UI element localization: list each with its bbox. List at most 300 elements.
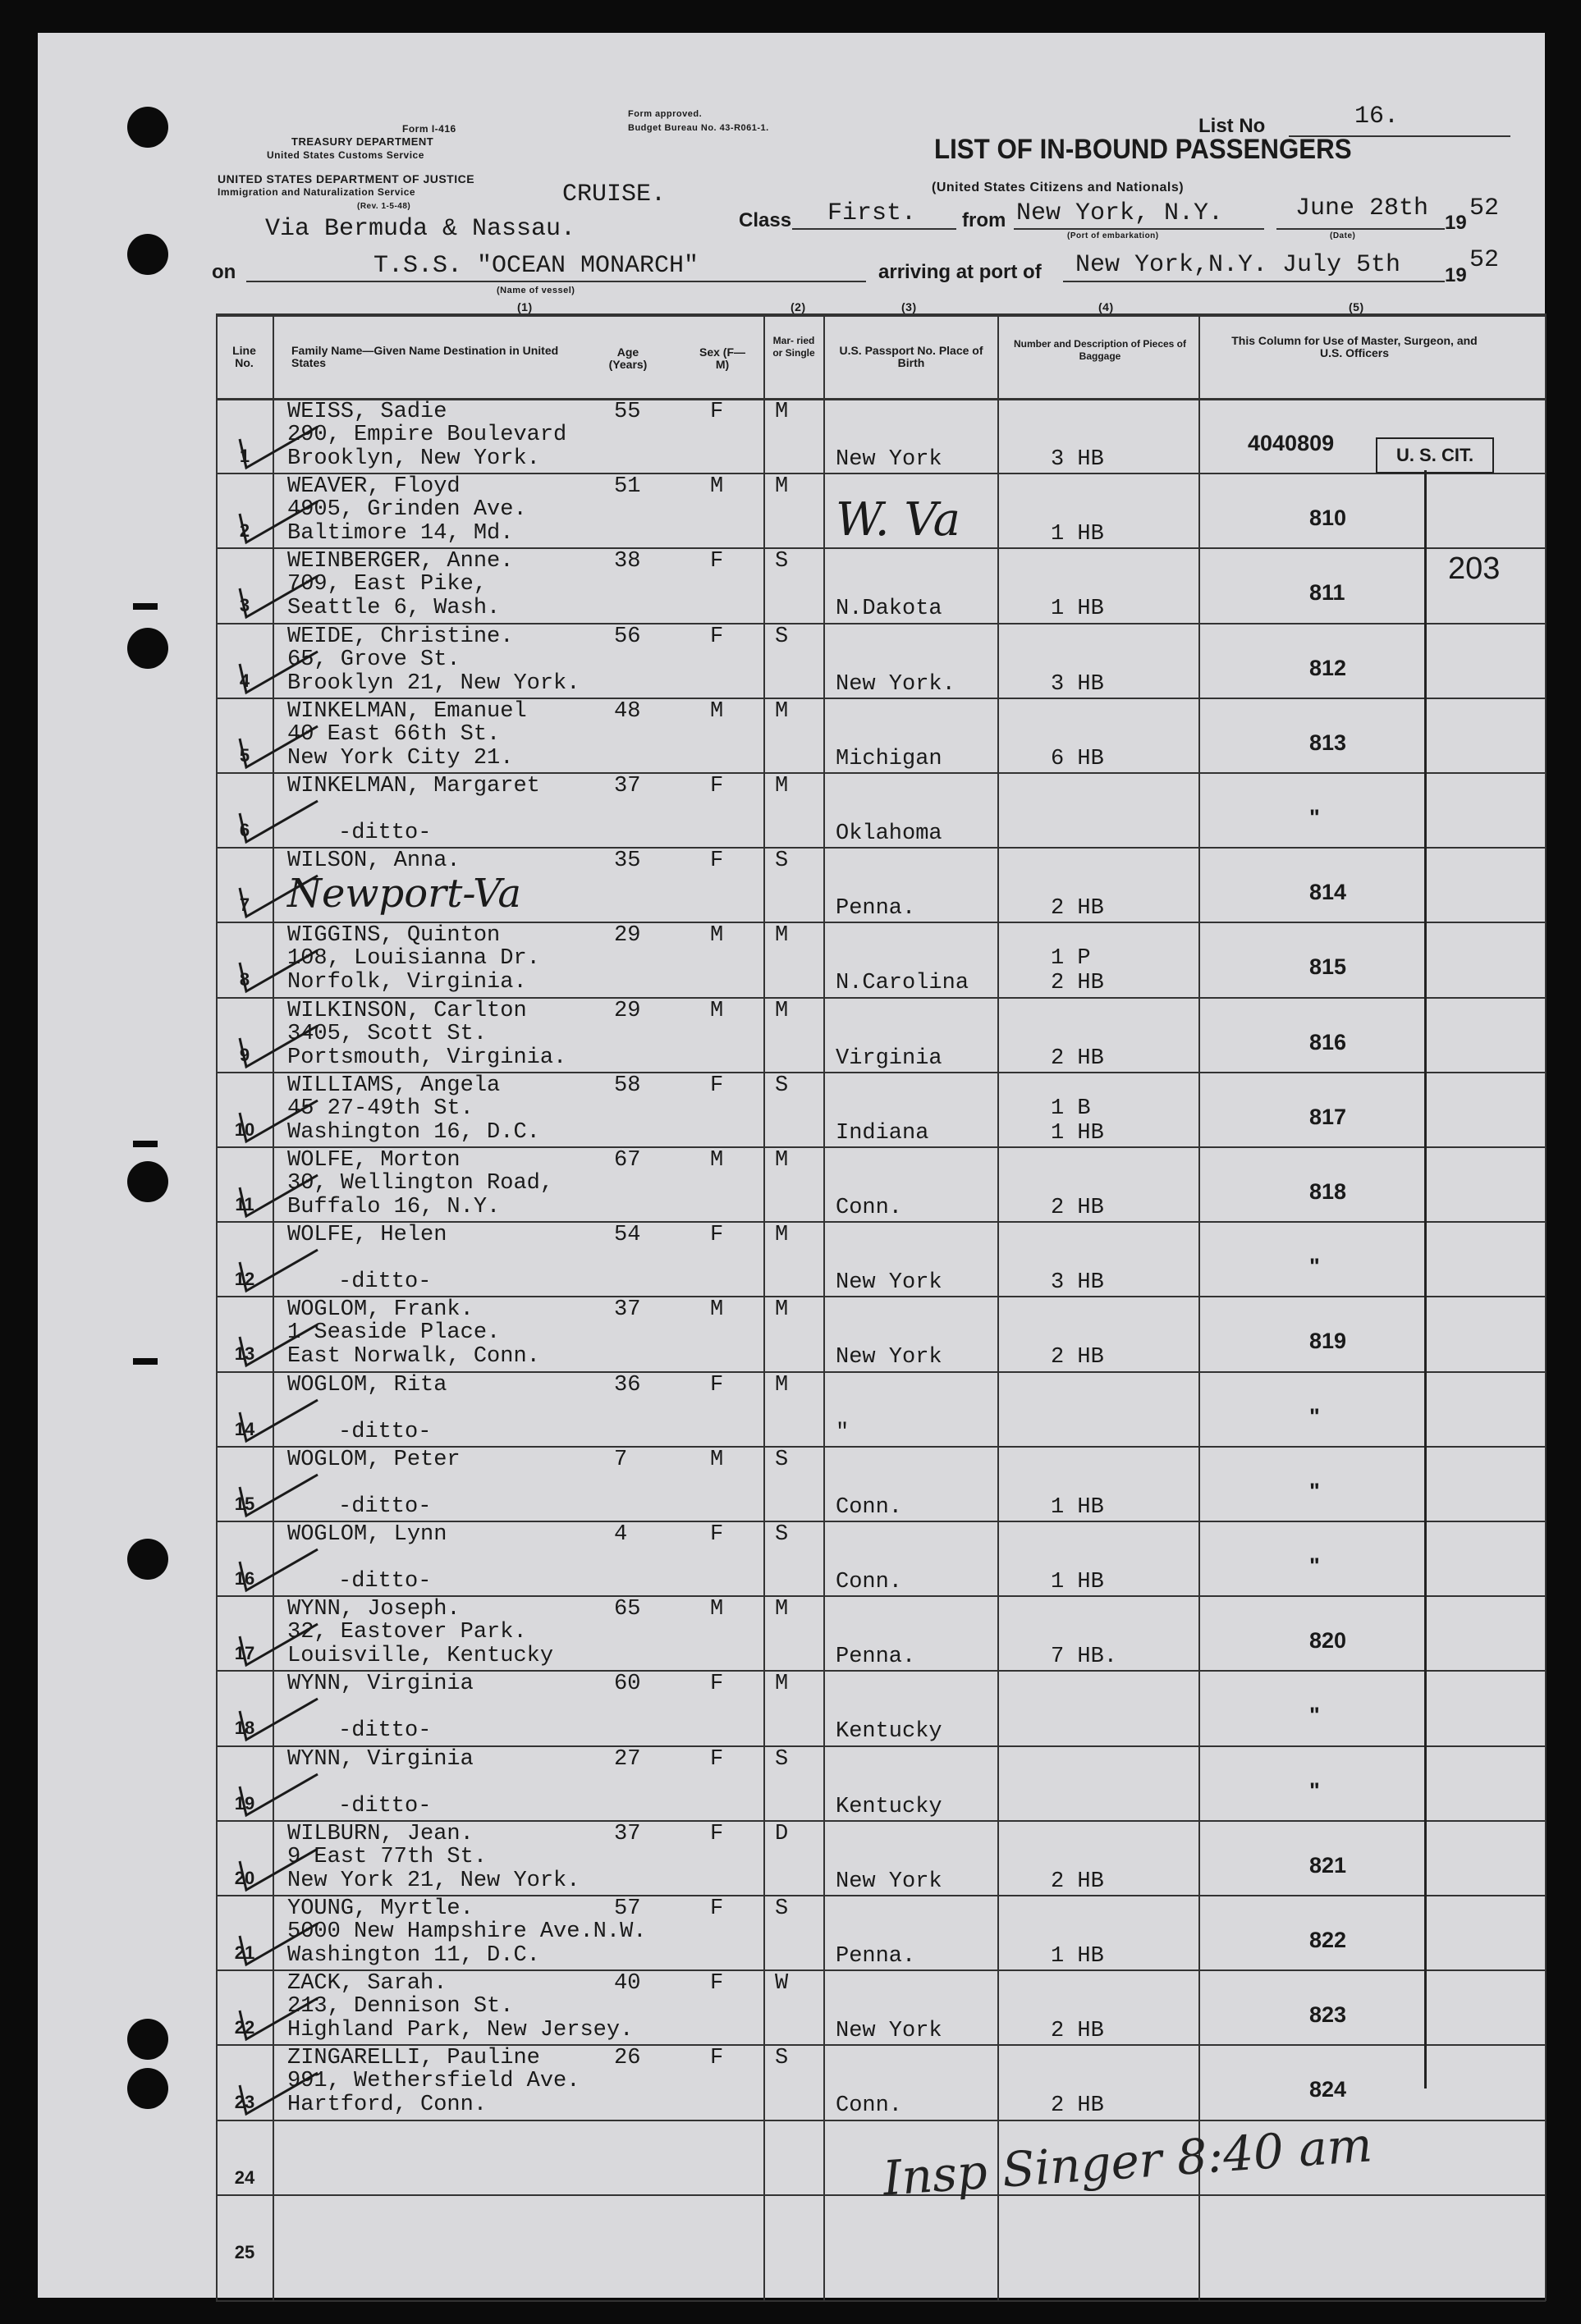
baggage-2: 7 HB.: [1051, 1645, 1118, 1670]
officer-number: 811: [1309, 580, 1345, 606]
marital-status: S: [775, 2046, 789, 2071]
street-address: 40 East 66th St.: [287, 721, 501, 747]
punch-hole: [127, 107, 168, 148]
line-number: 8: [239, 969, 250, 990]
check-mark: [215, 1695, 322, 1744]
line-number: 20: [234, 1867, 255, 1888]
passenger-name: WEAVER, Floyd: [287, 474, 461, 500]
marital-status: S: [775, 1522, 789, 1547]
city-address: East Norwalk, Conn.: [287, 1344, 540, 1370]
marital-status: D: [775, 1821, 789, 1846]
sex: F: [710, 624, 724, 649]
vessel-name: T.S.S. "OCEAN MONARCH": [373, 252, 699, 280]
city-address: Baltimore 14, Md.: [287, 521, 514, 547]
marital-status: M: [775, 400, 789, 424]
street-address: 5000 New Hampshire Ave.N.W.: [287, 1919, 647, 1944]
officer-number: ": [1309, 805, 1320, 830]
place-of-birth: W. Va: [836, 493, 961, 547]
line-number: 3: [239, 595, 250, 616]
line-number: 4: [239, 670, 250, 691]
age: 29: [614, 998, 641, 1023]
col-divider: [763, 313, 765, 2301]
check-mark: [215, 572, 322, 621]
passenger-name: WYNN, Virginia: [287, 1746, 474, 1772]
treasury-dept: TREASURY DEPARTMENT: [291, 135, 434, 148]
baggage-2: 3 HB: [1051, 447, 1104, 472]
baggage-2: 2 HB: [1051, 896, 1104, 922]
marital-status: M: [775, 998, 789, 1023]
line-number: 9: [239, 1044, 250, 1065]
marital-status: S: [775, 1447, 789, 1472]
col-num-5: (5): [1349, 300, 1364, 313]
street-address: 290, Empire Boulevard: [287, 423, 567, 447]
place-of-birth: Indiana: [836, 1120, 929, 1146]
passenger-name: WILLIAMS, Angela: [287, 1073, 501, 1098]
from-caption: (Port of embarkation): [1067, 231, 1159, 240]
city-address: -ditto-: [338, 1793, 432, 1818]
col-header-line-no: Line No.: [232, 344, 256, 369]
page-subtitle: (United States Citizens and Nationals): [932, 181, 1185, 194]
baggage-1: 1 B: [1051, 1096, 1091, 1121]
place-of-birth: Penna.: [836, 896, 916, 922]
passenger-name: WOGLOM, Rita: [287, 1372, 447, 1398]
street-address: 709, East Pike,: [287, 572, 488, 597]
passenger-name: WOGLOM, Peter: [287, 1447, 461, 1472]
check-mark: [215, 1171, 322, 1220]
baggage-1: 1 P: [1051, 946, 1091, 972]
officer-number: ": [1309, 1478, 1320, 1503]
line-number: 16: [234, 1568, 255, 1589]
baggage-2: 2 HB: [1051, 1869, 1104, 1894]
place-of-birth: New York: [836, 1869, 942, 1894]
street-address: 9 East 77th St.: [287, 1844, 488, 1869]
marital-status: M: [775, 1148, 789, 1173]
age: 57: [614, 1896, 641, 1921]
place-of-birth: Conn.: [836, 1570, 903, 1594]
table-bottom-border: [216, 2300, 1546, 2302]
marital-status: W: [775, 1971, 789, 1997]
place-of-birth: ": [836, 1420, 850, 1445]
date-line: [1276, 228, 1445, 230]
age: 29: [614, 923, 641, 949]
place-of-birth: New York: [836, 1270, 942, 1296]
passenger-name: WEIDE, Christine.: [287, 624, 514, 649]
street-address: 991, Wethersfield Ave.: [287, 2069, 580, 2094]
city-address: -ditto-: [338, 1718, 432, 1744]
street-address: 1 Seaside Place.: [287, 1320, 501, 1346]
table-border-right: [1545, 313, 1547, 2301]
marital-status: S: [775, 1896, 789, 1921]
check-mark: [215, 1022, 322, 1071]
age: 26: [614, 2046, 641, 2071]
sex: F: [710, 1971, 724, 1997]
check-mark: [215, 1994, 322, 2043]
baggage-2: 2 HB: [1051, 2019, 1104, 2044]
officer-number: ": [1309, 1703, 1320, 1728]
line-number: 17: [234, 1643, 255, 1664]
place-of-birth: Conn.: [836, 1494, 903, 1520]
check-mark: [215, 647, 322, 697]
baggage-2: 2 HB: [1051, 1045, 1104, 1071]
officer-number: 824: [1309, 2077, 1347, 2102]
officer-number: 815: [1309, 954, 1347, 980]
col-divider: [823, 313, 825, 2301]
age: 4: [614, 1522, 628, 1547]
col-num-1: (1): [517, 300, 533, 313]
date-caption: (Date): [1330, 231, 1356, 240]
us-citizen-stamp: U. S. CIT.: [1376, 437, 1494, 473]
passenger-name: WILSON, Anna.: [287, 849, 461, 874]
sex: F: [710, 549, 724, 574]
check-mark: [215, 722, 322, 771]
city-address: -ditto-: [338, 1419, 432, 1444]
baggage-2: 6 HB: [1051, 746, 1104, 771]
age: 48: [614, 698, 641, 724]
city-address: Washington 11, D.C.: [287, 1943, 540, 1968]
budget-bureau: Budget Bureau No. 43-R061-1.: [628, 123, 769, 133]
customs-service: United States Customs Service: [267, 149, 424, 161]
col-header-married: Mar- ried or Single: [772, 335, 815, 359]
sex: F: [710, 849, 724, 874]
age: 67: [614, 1148, 641, 1173]
street-address: 32, Eastover Park.: [287, 1620, 527, 1645]
line-number: 22: [234, 2017, 255, 2038]
place-of-birth: Penna.: [836, 1944, 916, 1969]
baggage-2: 1 HB: [1051, 522, 1104, 547]
passenger-name: WOLFE, Helen: [287, 1223, 447, 1248]
line-number: 5: [239, 744, 250, 766]
check-mark: [215, 797, 322, 846]
check-mark: [215, 1320, 322, 1370]
line-number: 2: [239, 520, 250, 542]
col-divider: [997, 313, 999, 2301]
officer-number: 820: [1309, 1628, 1347, 1654]
marital-status: M: [775, 1672, 789, 1697]
punch-notch: [133, 1141, 158, 1147]
place-of-birth: Virginia: [836, 1045, 942, 1071]
col-header-baggage: Number and Description of Pieces of Baggage: [1013, 338, 1187, 362]
row-divider: [216, 2194, 1546, 2196]
age: 60: [614, 1672, 641, 1697]
baggage-2: 1 HB: [1051, 1570, 1104, 1594]
passenger-name: WOGLOM, Frank.: [287, 1297, 474, 1323]
form-number: Form I-416: [402, 123, 456, 135]
officer-number: 816: [1309, 1029, 1347, 1054]
col-divider: [1198, 313, 1200, 2301]
line-number: 24: [234, 2166, 255, 2188]
line-number: 6: [239, 820, 250, 840]
age: 55: [614, 400, 641, 424]
passenger-name: WILBURN, Jean.: [287, 1821, 474, 1846]
sex: F: [710, 400, 724, 424]
officer-number: 813: [1309, 730, 1347, 755]
ins-service: Immigration and Naturalization Service: [218, 186, 416, 198]
baggage-2: 1 HB: [1051, 1120, 1104, 1146]
officer-number: ": [1309, 1553, 1320, 1578]
passenger-name: WYNN, Virginia: [287, 1672, 474, 1697]
place-of-birth: Kentucky: [836, 1794, 942, 1819]
place-of-birth: New York: [836, 1345, 942, 1370]
street-address: 108, Louisianna Dr.: [287, 946, 540, 972]
list-no-value: 16.: [1354, 103, 1400, 130]
marital-status: M: [775, 1223, 789, 1248]
officer-number: 812: [1309, 655, 1347, 680]
street-address: 4905, Grinden Ave.: [287, 497, 527, 523]
officer-number: 814: [1309, 880, 1347, 905]
class-value: First.: [827, 199, 917, 227]
age: 54: [614, 1223, 641, 1248]
line-number: 25: [234, 2241, 255, 2262]
on-label: on: [212, 261, 236, 283]
place-of-birth: Conn.: [836, 1196, 903, 1220]
baggage-2: 3 HB: [1051, 671, 1104, 697]
city-address: Brooklyn, New York.: [287, 446, 540, 471]
age: 27: [614, 1746, 641, 1772]
officer-number: 822: [1309, 1928, 1347, 1952]
place-of-birth: Penna.: [836, 1645, 916, 1670]
from-port: New York, N.Y.: [1016, 199, 1224, 227]
age: 56: [614, 624, 641, 649]
age: 38: [614, 549, 641, 574]
check-mark: [215, 872, 322, 921]
marital-status: S: [775, 1073, 789, 1098]
officer-number: 819: [1309, 1329, 1347, 1354]
age: 35: [614, 849, 641, 874]
marital-status: M: [775, 923, 789, 949]
sex: F: [710, 2046, 724, 2071]
line-number: 18: [234, 1718, 255, 1739]
marital-status: S: [775, 549, 789, 574]
check-mark: [215, 1396, 322, 1445]
street-address: 65, Grove St.: [287, 647, 461, 672]
sex: F: [710, 1372, 724, 1398]
baggage-2: 1 HB: [1051, 1944, 1104, 1969]
punch-hole: [127, 1161, 168, 1202]
col-header-officers: This Column for Use of Master, Surgeon, and U.S. Officers: [1231, 334, 1478, 359]
check-mark: [215, 1096, 322, 1146]
check-mark: [215, 2069, 322, 2118]
age: 37: [614, 1297, 641, 1323]
sex: M: [710, 998, 724, 1023]
city-address: New York City 21.: [287, 745, 514, 771]
passenger-name: WYNN, Joseph.: [287, 1597, 461, 1622]
line-number: 23: [234, 2092, 255, 2113]
baggage-2: 2 HB: [1051, 1196, 1104, 1220]
age: 58: [614, 1073, 641, 1098]
punch-hole: [127, 234, 168, 275]
place-of-birth: N.Dakota: [836, 597, 942, 622]
city-address: -ditto-: [338, 1494, 432, 1519]
sex: F: [710, 1223, 724, 1248]
page-title: LIST OF IN-BOUND PASSENGERS: [934, 134, 1352, 165]
baggage-2: 2 HB: [1051, 971, 1104, 996]
city-address: -ditto-: [338, 1270, 432, 1295]
marital-status: M: [775, 774, 789, 798]
street-address: 213, Dennison St.: [287, 1994, 514, 2020]
officer-number: 823: [1309, 2002, 1347, 2028]
col-header-age: Age (Years): [608, 345, 648, 371]
punch-notch: [133, 1358, 158, 1365]
margin-number: 203: [1448, 551, 1501, 586]
check-mark: [215, 1845, 322, 1894]
passenger-name: WEINBERGER, Anne.: [287, 549, 514, 574]
check-mark: [215, 1471, 322, 1520]
from-line: [1014, 228, 1264, 230]
arriving-label: arriving at port of: [878, 261, 1042, 283]
sex: F: [710, 1896, 724, 1921]
arriving-line: [1063, 281, 1445, 282]
place-of-birth: N.Carolina: [836, 971, 969, 996]
place-of-birth: New York.: [836, 671, 955, 697]
officer-number: 818: [1309, 1179, 1347, 1204]
arrival-port-date: New York,N.Y. July 5th: [1075, 251, 1401, 279]
col-header-name: Family Name—Given Name Destination in United States: [291, 344, 559, 369]
marital-status: M: [775, 1372, 789, 1398]
check-mark: [215, 1545, 322, 1594]
sex: F: [710, 1672, 724, 1697]
age: 37: [614, 1821, 641, 1846]
officer-number: 817: [1309, 1104, 1347, 1129]
sex: M: [710, 1447, 724, 1472]
street-address: 30, Wellington Road,: [287, 1171, 554, 1196]
list-no-label: List No: [1198, 115, 1266, 137]
form-approved: Form approved.: [628, 109, 703, 119]
punch-notch: [133, 603, 158, 610]
justice-dept: UNITED STATES DEPARTMENT OF JUSTICE: [218, 172, 475, 185]
line-number: 19: [234, 1792, 255, 1814]
city-address: Highland Park, New Jersey.: [287, 2018, 634, 2043]
city-address: Norfolk, Virginia.: [287, 970, 527, 995]
sex: F: [710, 1522, 724, 1547]
passenger-name: WINKELMAN, Emanuel: [287, 698, 527, 724]
check-mark: [215, 1620, 322, 1669]
city-address: Washington 16, D.C.: [287, 1119, 540, 1145]
passenger-name: WOLFE, Morton: [287, 1148, 461, 1173]
sex: F: [710, 1073, 724, 1098]
check-mark: [215, 423, 322, 472]
table-top-border: [216, 313, 1546, 317]
check-mark: [215, 1919, 322, 1969]
baggage-2: 3 HB: [1051, 1270, 1104, 1296]
cruise-label: CRUISE.: [562, 181, 667, 208]
age: 7: [614, 1447, 628, 1472]
from-label: from: [962, 209, 1006, 231]
sex: M: [710, 474, 724, 500]
street-address: 3405, Scott St.: [287, 1021, 488, 1046]
place-of-birth: Conn.: [836, 2093, 903, 2119]
officer-number: ": [1309, 1403, 1320, 1429]
city-address: Louisville, Kentucky: [287, 1644, 554, 1669]
check-mark: [215, 1770, 322, 1819]
check-mark: [215, 1246, 322, 1295]
year-prefix: 19: [1445, 212, 1467, 234]
year-to: 52: [1469, 246, 1500, 274]
passenger-name: WINKELMAN, Margaret: [287, 774, 540, 798]
officer-number: 4040809: [1248, 431, 1335, 455]
city-address: Portsmouth, Virginia.: [287, 1045, 567, 1070]
place-of-birth: New York: [836, 2019, 942, 2044]
marital-status: M: [775, 474, 789, 500]
passenger-name: WIGGINS, Quinton: [287, 923, 501, 949]
inspector-signature: Insp Singer 8:40 am: [881, 2116, 1374, 2207]
officer-number: ": [1309, 1777, 1320, 1803]
col-num-2: (2): [790, 300, 806, 313]
check-mark: [215, 946, 322, 995]
line-number: 13: [234, 1343, 255, 1365]
punch-hole: [127, 2068, 168, 2109]
sex: M: [710, 923, 724, 949]
age: 36: [614, 1372, 641, 1398]
passenger-name: YOUNG, Myrtle.: [287, 1896, 474, 1921]
city-address: Brooklyn 21, New York.: [287, 670, 580, 696]
city-address: Newport-Va: [287, 871, 521, 917]
class-line: [792, 228, 956, 230]
col-num-3: (3): [901, 300, 917, 313]
officer-number: 821: [1309, 1852, 1347, 1878]
baggage-2: 2 HB: [1051, 1345, 1104, 1370]
class-label: Class: [739, 209, 792, 231]
punch-hole: [127, 628, 168, 669]
marital-status: S: [775, 1746, 789, 1772]
passenger-name: ZACK, Sarah.: [287, 1971, 447, 1997]
line-number: 7: [239, 894, 250, 916]
line-number: 11: [235, 1194, 254, 1215]
line-number: 10: [234, 1119, 255, 1140]
col-num-4: (4): [1098, 300, 1114, 313]
officer-number: ": [1309, 1254, 1320, 1279]
line-number: 15: [234, 1493, 255, 1514]
baggage-2: 2 HB: [1051, 2093, 1104, 2119]
line-number: 1: [239, 446, 250, 466]
place-of-birth: Kentucky: [836, 1719, 942, 1745]
officer-number: 810: [1309, 506, 1347, 531]
col-header-passport: U.S. Passport No. Place of Birth: [839, 344, 983, 369]
officer-bracket-line: [1424, 470, 1427, 2088]
street-address: 45 27-49th St.: [287, 1096, 474, 1121]
city-address: -ditto-: [338, 1569, 432, 1594]
city-address: New York 21, New York.: [287, 1868, 580, 1893]
sex: M: [710, 1597, 724, 1622]
sex: M: [710, 1148, 724, 1173]
city-address: Buffalo 16, N.Y.: [287, 1195, 501, 1219]
city-address: Hartford, Conn.: [287, 2093, 488, 2118]
via-route: Via Bermuda & Nassau.: [265, 215, 576, 243]
sex: M: [710, 1297, 724, 1323]
place-of-birth: New York: [836, 447, 942, 472]
city-address: Seattle 6, Wash.: [287, 596, 501, 621]
city-address: -ditto-: [338, 821, 432, 845]
year-prefix: 19: [1445, 264, 1467, 286]
sex: F: [710, 774, 724, 798]
passenger-name: WEISS, Sadie: [287, 400, 447, 424]
place-of-birth: Michigan: [836, 746, 942, 771]
line-number: 14: [234, 1418, 255, 1439]
sex: F: [710, 1821, 724, 1846]
passenger-name: WILKINSON, Carlton: [287, 998, 527, 1023]
place-of-birth: Oklahoma: [836, 821, 942, 846]
sex: F: [710, 1746, 724, 1772]
marital-status: M: [775, 1597, 789, 1622]
marital-status: M: [775, 1297, 789, 1323]
marital-status: S: [775, 624, 789, 649]
line-number: 12: [234, 1269, 255, 1290]
form-revision: (Rev. 1-5-48): [357, 202, 411, 211]
sex: M: [710, 698, 724, 724]
line-number: 21: [234, 1942, 255, 1963]
check-mark: [215, 497, 322, 547]
vessel-line: [246, 281, 866, 282]
baggage-2: 1 HB: [1051, 1494, 1104, 1520]
